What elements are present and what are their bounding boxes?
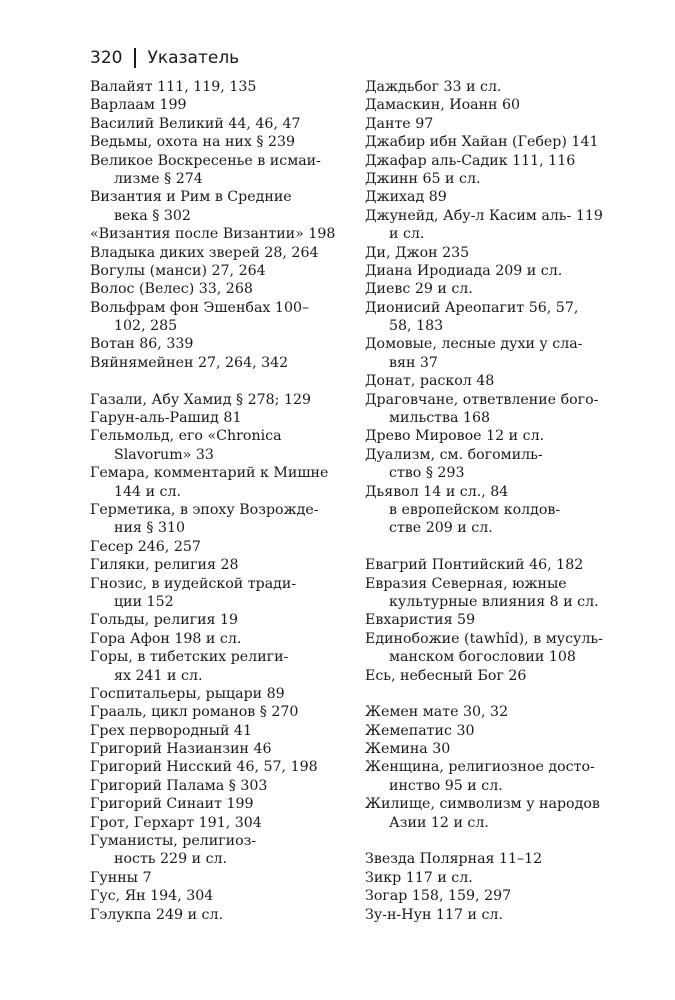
index-entry-heading: Есь, небесный Бог 26 <box>365 667 527 684</box>
index-entry <box>90 280 366 298</box>
index-entry-heading: Грех первородный 41 <box>90 722 252 739</box>
index-entry-heading: Горы, в тибетских религи- <box>90 649 289 666</box>
index-entry <box>365 722 641 740</box>
index-entry <box>90 299 366 336</box>
index-entry-heading: Гольды, религия 19 <box>90 612 239 629</box>
index-entry-continuation: вян 37 <box>389 354 438 371</box>
index-entry <box>365 740 641 758</box>
index-entry <box>365 611 641 629</box>
index-entry-continuation: века § 302 <box>114 207 191 224</box>
index-entry-heading: Джабир ибн Хайан (Гебер) 141 <box>365 134 599 151</box>
index-entry-heading: Госпитальеры, рыцари 89 <box>90 685 285 702</box>
index-entry <box>90 152 366 189</box>
index-entry <box>365 630 641 667</box>
index-entry-heading: Евхаристия 59 <box>365 612 476 629</box>
index-entry <box>90 869 366 887</box>
index-entry-heading: Гнозис, в иудейской тради- <box>90 575 297 592</box>
index-entry <box>365 299 641 336</box>
index-entry <box>90 225 366 243</box>
index-entry-continuation: мильства 168 <box>389 410 491 427</box>
index-entry-heading: Дьявол 14 и сл., 84 <box>365 483 509 500</box>
index-entry-heading: Варлаам 199 <box>90 97 187 114</box>
index-entry-heading: Вотан 86, 339 <box>90 336 194 353</box>
index-entry-heading: Гемара, комментарий к Мишне <box>90 465 329 482</box>
index-entry-heading: Гунны 7 <box>90 869 152 886</box>
index-entry <box>90 814 366 832</box>
index-entry <box>90 262 366 280</box>
index-entry-continuation: 58, 183 <box>389 318 444 335</box>
index-entry <box>90 391 366 409</box>
index-entry <box>365 575 641 612</box>
index-column-right <box>365 78 641 924</box>
index-entry-heading: «Византия после Византии» 198 <box>90 226 336 243</box>
index-entry-heading: Джунейд, Абу-л Касим аль- 119 <box>365 207 603 224</box>
index-entry-heading: Волос (Велес) 33, 268 <box>90 281 253 298</box>
index-entry-heading: Вольфрам фон Эшенбах 100– <box>90 299 310 316</box>
index-entry <box>90 464 366 501</box>
index-entry-heading: Жилище, символизм у народов <box>365 796 600 813</box>
index-entry-heading: Донат, раскол 48 <box>365 373 495 390</box>
index-entry <box>365 207 641 244</box>
index-entry-heading: Ди, Джон 235 <box>365 244 470 261</box>
index-entry <box>90 722 366 740</box>
page-title: Указатель <box>147 48 240 68</box>
index-entry <box>90 115 366 133</box>
index-entry-heading: Гельмольд, его «Chronica <box>90 428 282 445</box>
index-entry <box>90 611 366 629</box>
index-entry-heading: Газали, Абу Хамид § 278; 129 <box>90 391 312 408</box>
index-entry <box>90 427 366 464</box>
index-entry <box>365 280 641 298</box>
index-entry-heading: Великое Воскресенье в исмаи- <box>90 152 321 169</box>
index-entry-heading: Джафар аль-Садик 111, 116 <box>365 152 576 169</box>
index-entry <box>365 906 641 924</box>
index-entry <box>365 78 641 96</box>
index-entry-continuation: и сл. <box>389 226 425 243</box>
index-entry-heading: Герметика, в эпоху Возрожде- <box>90 501 319 518</box>
index-entry <box>90 244 366 262</box>
index-entry <box>365 188 641 206</box>
index-entry-heading: Валайят 111, 119, 135 <box>90 79 257 95</box>
index-entry-heading: Византия и Рим в Средние <box>90 189 292 206</box>
index-entry <box>90 133 366 151</box>
index-entry-heading: Григорий Нисский 46, 57, 198 <box>90 759 318 776</box>
index-entry-heading: Зогар 158, 159, 297 <box>365 888 512 905</box>
page-number: 320 <box>90 48 123 68</box>
index-entry-continuation: Slavorum» 33 <box>114 446 214 463</box>
index-entry-heading: Данте 97 <box>365 115 434 132</box>
index-entry <box>90 832 366 869</box>
index-entry-heading: Ведьмы, охота на них § 239 <box>90 134 296 151</box>
index-entry-continuation: лизме § 274 <box>114 170 203 187</box>
index-entry-continuation: культурные влияния 8 и сл. <box>389 593 599 610</box>
index-entry-heading: Зикр 117 и сл. <box>365 869 473 886</box>
index-entry-heading: Гэлукпа 249 и сл. <box>90 906 224 923</box>
header-divider <box>134 48 136 68</box>
index-entry-continuation: манском богословии 108 <box>389 649 576 666</box>
index-entry-heading: Зу-н-Нун 117 и сл. <box>365 906 503 923</box>
index-entry-heading: Древо Мировое 12 и сл. <box>365 428 545 445</box>
index-entry <box>90 501 366 538</box>
index-entry-heading: Василий Великий 44, 46, 47 <box>90 115 301 132</box>
index-entry-heading: Гесер 246, 257 <box>90 538 201 555</box>
index-entry <box>90 795 366 813</box>
index-entry-heading: Даждьбог 33 и сл. <box>365 79 502 95</box>
index-entry-continuation: Азии 12 и сл. <box>389 814 489 831</box>
index-entry <box>90 777 366 795</box>
index-entry-continuation: стве 209 и сл. <box>389 520 493 537</box>
index-entry <box>90 575 366 612</box>
index-entry-heading: Григорий Назианзин 46 <box>90 741 272 758</box>
index-entry-heading: Диана Иродиада 209 и сл. <box>365 262 563 279</box>
index-entry <box>365 703 641 721</box>
index-entry <box>90 740 366 758</box>
index-entry-continuation: 144 и сл. <box>114 483 182 500</box>
index-entry <box>90 409 366 427</box>
index-entry <box>90 354 366 372</box>
index-entry-continuation: 102, 285 <box>114 318 178 335</box>
index-entry-heading: Гарун-аль-Рашид 81 <box>90 410 242 427</box>
index-entry <box>365 262 641 280</box>
index-entry <box>365 391 641 428</box>
index-entry <box>365 96 641 114</box>
index-entry <box>365 446 641 483</box>
index-entry <box>365 795 641 832</box>
index-entry <box>90 335 366 353</box>
index-entry-continuation: ность 229 и сл. <box>114 851 228 868</box>
index-entry-continuation: инство 95 и сл. <box>389 777 503 794</box>
index-entry <box>365 372 641 390</box>
index-entry <box>365 170 641 188</box>
index-entry-heading: Жемепатис 30 <box>365 722 475 739</box>
index-entry <box>365 152 641 170</box>
index-entry-heading: Евагрий Понтийский 46, 182 <box>365 557 584 574</box>
index-entry-heading: Владыка диких зверей 28, 264 <box>90 244 319 261</box>
index-entry-heading: Григорий Палама § 303 <box>90 777 268 794</box>
index-entry-heading: Домовые, лесные духи у сла- <box>365 336 583 353</box>
index-entry-continuation: ции 152 <box>114 593 174 610</box>
index-entry <box>365 667 641 685</box>
index-entry-heading: Джинн 65 и сл. <box>365 170 481 187</box>
index-entry <box>90 538 366 556</box>
index-entry-heading: Гус, Ян 194, 304 <box>90 888 214 905</box>
index-entry <box>90 758 366 776</box>
index-entry-heading: Гуманисты, религиоз- <box>90 833 257 850</box>
index-entry-heading: Звезда Полярная 11–12 <box>365 851 543 868</box>
index-entry <box>90 96 366 114</box>
index-entry-heading: Драговчане, ответвление богo- <box>365 391 599 408</box>
index-entry-heading: Грот, Герхарт 191, 304 <box>90 814 262 831</box>
index-entry <box>365 556 641 574</box>
index-entry <box>90 648 366 685</box>
index-entry-continuation: ство § 293 <box>389 465 465 482</box>
index-entry <box>365 133 641 151</box>
running-header <box>90 44 239 72</box>
index-entry-heading: Вяйнямейнен 27, 264, 342 <box>90 354 289 371</box>
index-entry <box>90 630 366 648</box>
index-entry <box>365 887 641 905</box>
index-entry-heading: Гиляки, религия 28 <box>90 557 239 574</box>
index-entry-heading: Грааль, цикл романов § 270 <box>90 704 299 721</box>
index-entry-continuation: в европейском колдов- <box>389 501 561 518</box>
index-entry-heading: Гора Афон 198 и сл. <box>90 630 242 647</box>
index-entry-heading: Джихад 89 <box>365 189 447 206</box>
index-entry <box>365 115 641 133</box>
index-entry <box>365 427 641 445</box>
index-entry-heading: Дамаскин, Иоанн 60 <box>365 97 521 114</box>
index-entry <box>365 335 641 372</box>
index-entry-heading: Дуализм, см. богомиль- <box>365 446 543 463</box>
index-entry <box>90 556 366 574</box>
index-entry <box>90 703 366 721</box>
index-entry <box>365 758 641 795</box>
index-entry-heading: Женщина, религиозное досто- <box>365 759 595 776</box>
index-entry <box>365 850 641 868</box>
index-entry-heading: Диевс 29 и сл. <box>365 281 473 298</box>
index-column-left <box>90 78 366 924</box>
index-entry-continuation: ния § 310 <box>114 520 186 537</box>
index-entry-heading: Евразия Северная, южные <box>365 575 567 592</box>
index-entry-heading: Жемен мате 30, 32 <box>365 704 509 721</box>
index-entry <box>365 869 641 887</box>
index-entry-continuation: ях 241 и сл. <box>114 667 203 684</box>
index-entry <box>90 188 366 225</box>
index-entry <box>365 483 641 538</box>
index-entry-heading: Дионисий Ареопагит 56, 57, <box>365 299 579 316</box>
index-entry-heading: Вогулы (манси) 27, 264 <box>90 262 266 279</box>
index-entry-heading: Единобожие (tawhîd), в мусуль- <box>365 630 603 647</box>
index-entry <box>90 906 366 924</box>
index-entry-heading: Григорий Синаит 199 <box>90 796 254 813</box>
index-entry <box>90 685 366 703</box>
index-entry-heading: Жемина 30 <box>365 741 451 758</box>
index-entry <box>365 244 641 262</box>
index-entry <box>90 887 366 905</box>
index-entry <box>90 78 366 96</box>
